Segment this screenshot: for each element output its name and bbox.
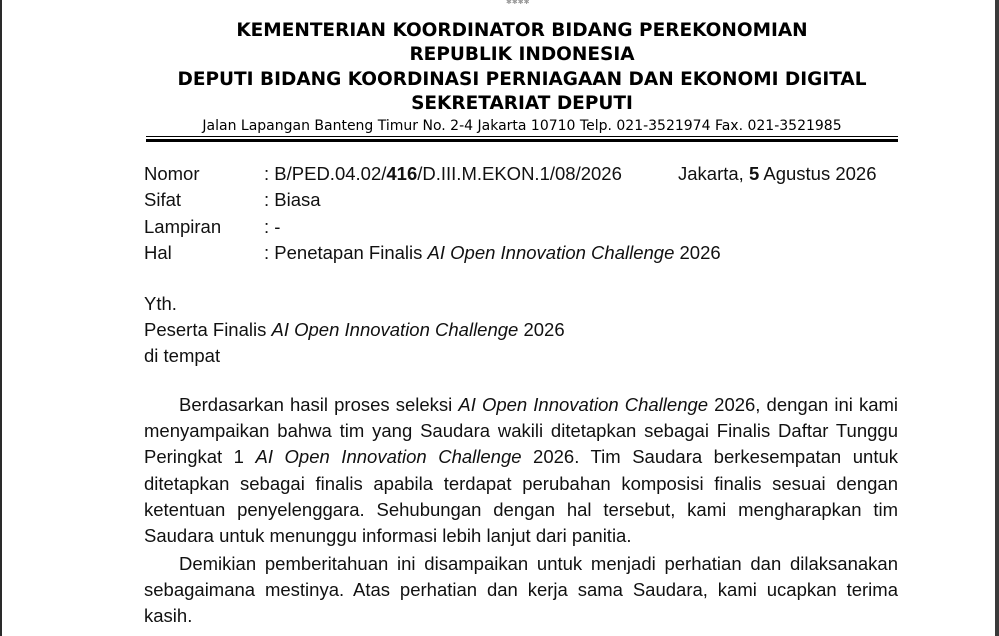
letterhead-rule-thin [146,136,898,137]
page-border-left [0,0,2,636]
body-paragraph-2: Demikian pemberitahuan ini disampaikan untuk menjadi perhatian dan dilaksanakan sebagaimana mestinya. Atas perhatian dan kerja sama Saudara, kami ucapkan terima kasih. [144,553,898,627]
window-border-right [995,0,999,636]
emblem-icon: ✱✱✱✱ [506,0,530,6]
hal-value: : Penetapan Finalis AI Open Innovation Challenge 2026 [264,242,721,263]
letterhead-rule-thick [146,139,898,142]
letterhead-deputy: DEPUTI BIDANG KOORDINASI PERNIAGAAN DAN EKONOMI DIGITAL [177,69,867,90]
lampiran-value: : - [264,216,281,237]
letterhead-ministry: KEMENTERIAN KOORDINATOR BIDANG PEREKONOMIAN [236,20,808,41]
body-paragraph-1: Berdasarkan hasil proses seleksi AI Open Innovation Challenge 2026, dengan ini kami menyampaikan bahwa tim yang Saudara wakili ditetapkan sebagai Finalis Daftar Tunggu Peringkat 1 AI Open Innovation Challenge 2026. Tim Saudara berkesempatan untuk ditetapkan sebagai finalis apabila terdapat perubahan komposisi finalis sesuai dengan ketentuan penyelenggara. Sehubungan dengan hal tersebut, kami mengharapkan tim Saudara untuk menunggu informasi lebih lanjut dari panitia. [144,394,899,547]
place-date: Jakarta, 5 Agustus 2026 [678,163,877,184]
nomor-value: : B/PED.04.02/416/D.III.M.EKON.1/08/2026 [264,163,622,184]
recipient-location: di tempat [144,345,221,366]
sifat-label: Sifat [144,189,182,210]
hal-label: Hal [144,242,172,263]
recipient-name: Peserta Finalis AI Open Innovation Challenge 2026 [144,319,565,340]
letterhead-secretariat: SEKRETARIAT DEPUTI [411,93,633,114]
recipient-greeting: Yth. [144,293,177,314]
nomor-label: Nomor [144,163,200,184]
letterhead-address: Jalan Lapangan Banteng Timur No. 2-4 Jakarta 10710 Telp. 021-3521974 Fax. 021-3521985 [202,118,842,134]
sifat-value: : Biasa [264,189,321,210]
letterhead-country: REPUBLIK INDONESIA [409,44,635,65]
lampiran-label: Lampiran [144,216,222,237]
